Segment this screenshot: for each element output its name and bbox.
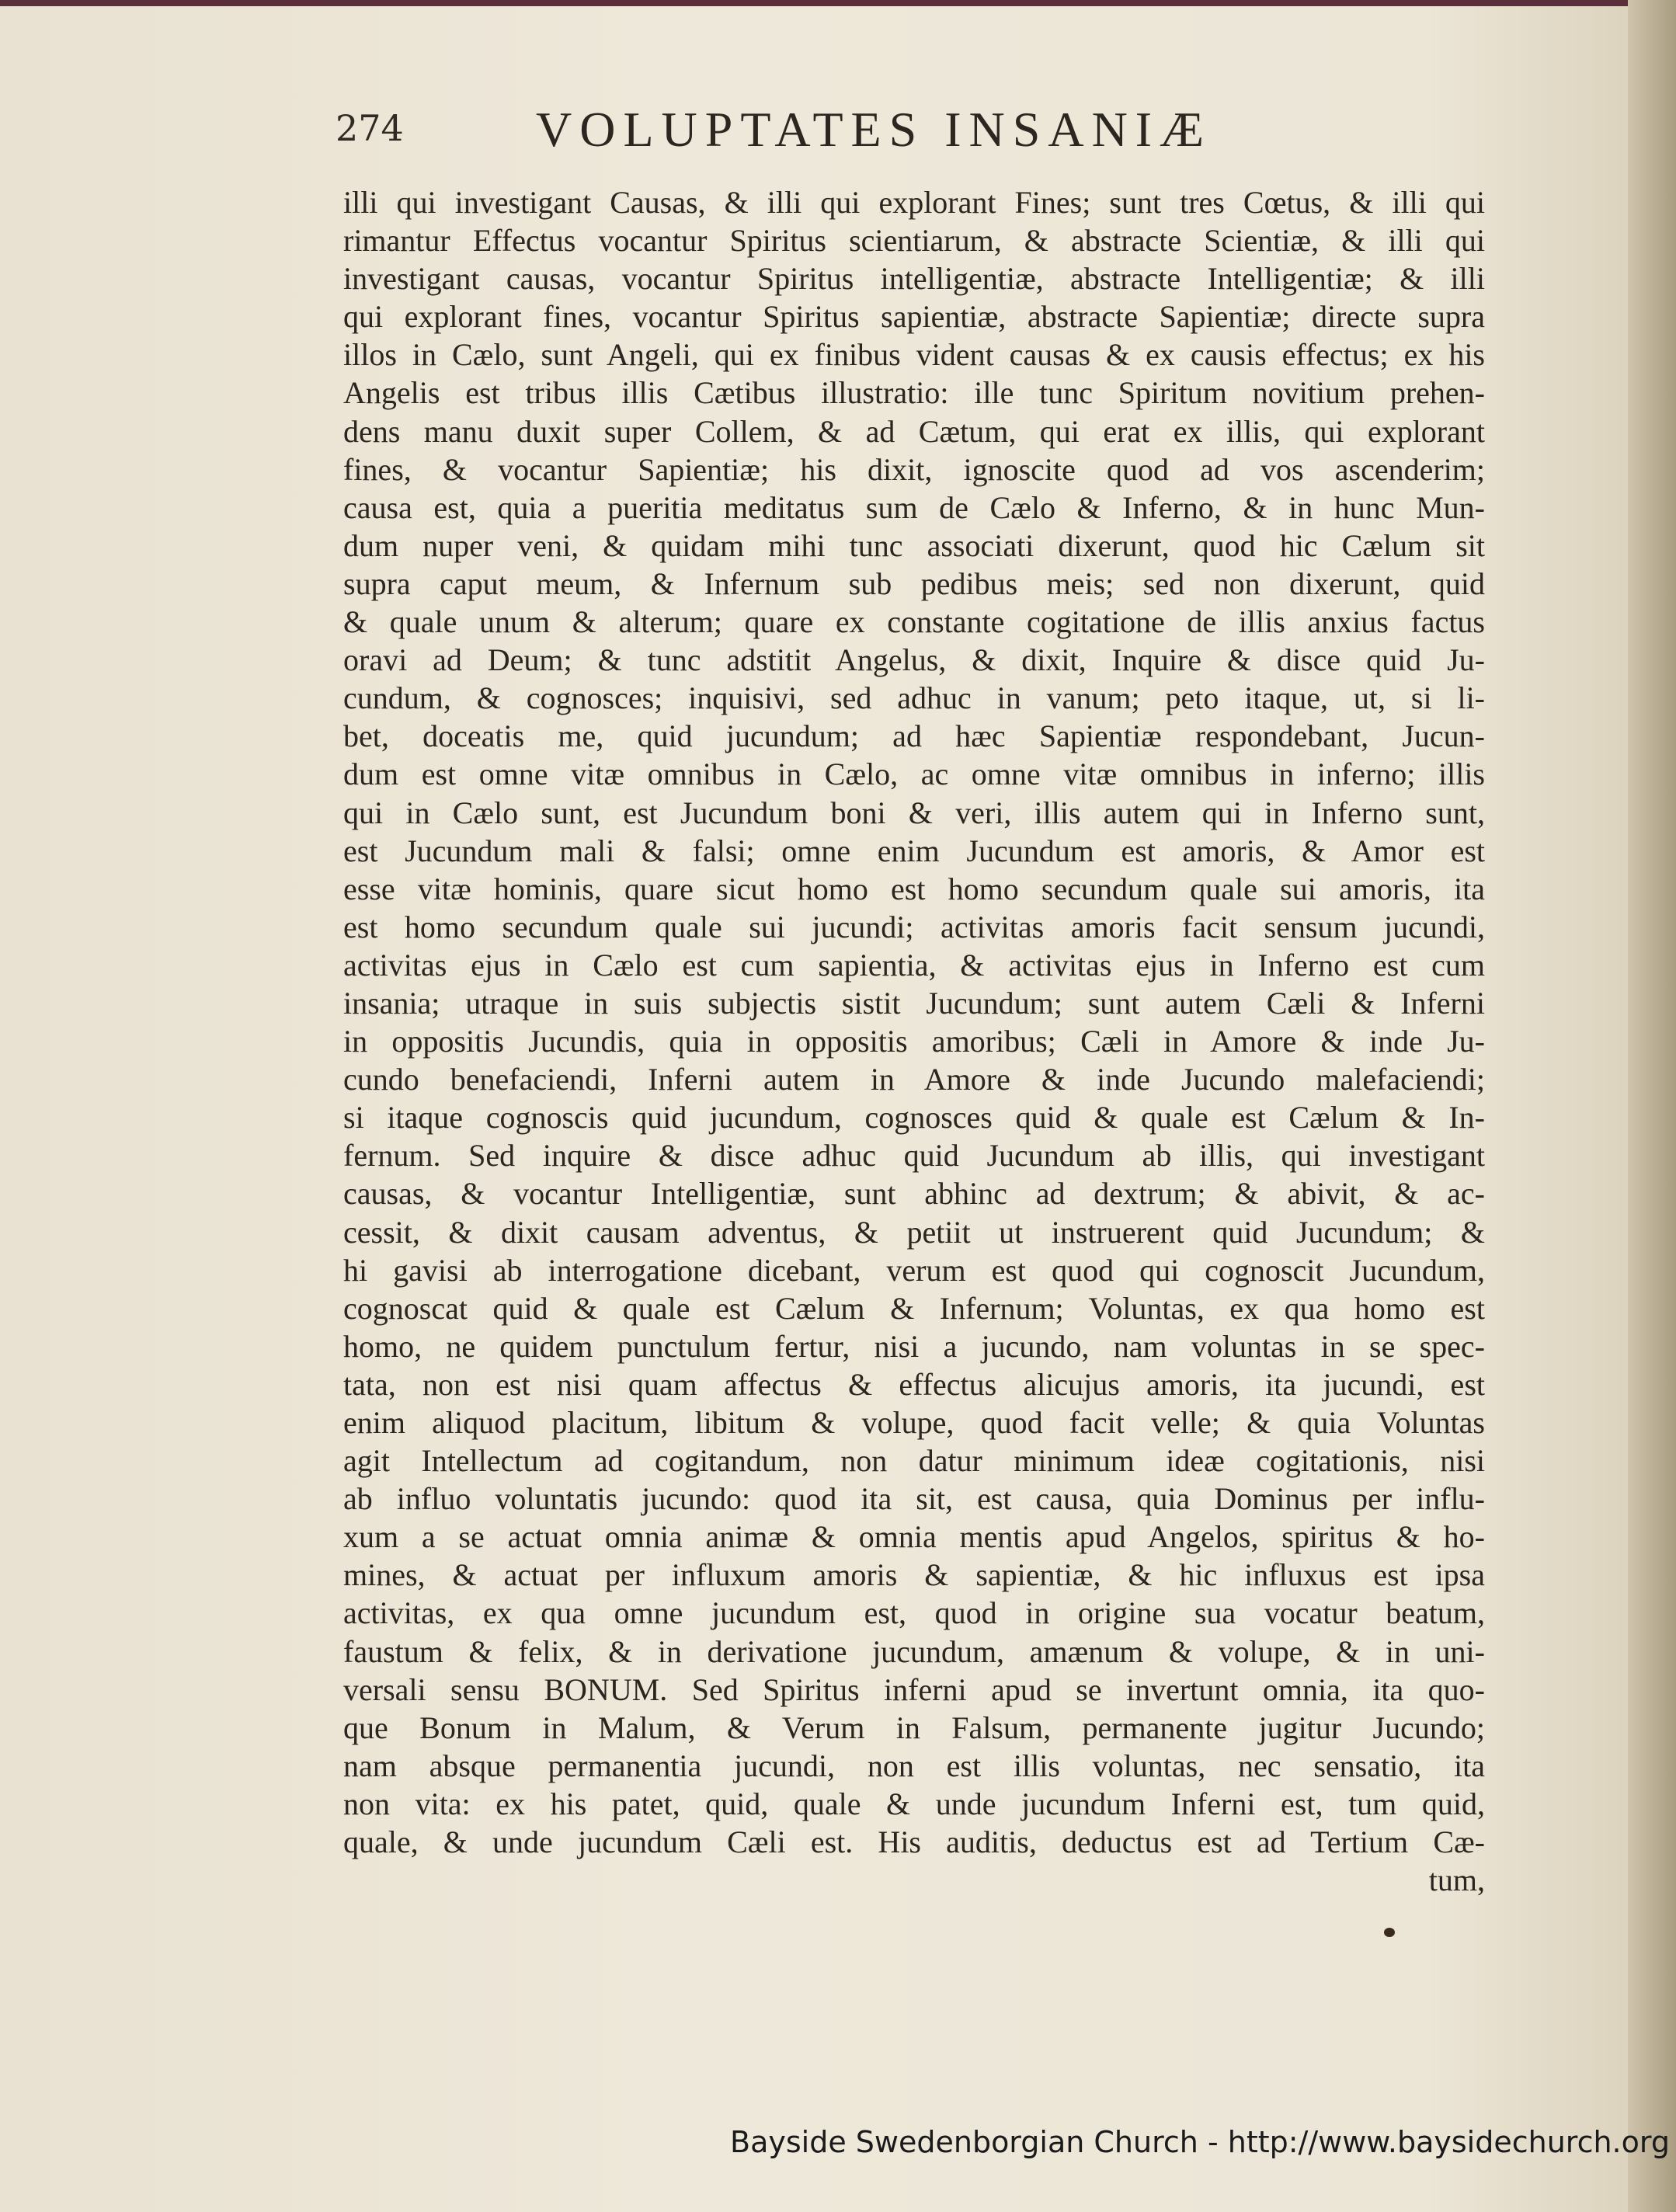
- text-line: bet, doceatis me, quid jucundum; ad hæc Sapientiæ respondebant, Jucun-: [343, 718, 1485, 754]
- text-line: activitas ejus in Cælo est cum sapientia, & activitas ejus in Inferno est cum: [343, 947, 1485, 983]
- footer-credit: Bayside Swedenborgian Church - http://www.baysidechurch.org: [730, 2125, 1670, 2159]
- running-title: VOLUPTATES INSANIÆ: [536, 102, 1212, 157]
- text-line: mines, & actuat per influxum amoris & sapientiæ, & hic influxus est ipsa: [343, 1557, 1485, 1593]
- text-line: homo, ne quidem punctulum fertur, nisi a jucundo, nam voluntas in se spec-: [343, 1328, 1485, 1364]
- text-line: causas, & vocantur Intelligentiæ, sunt abhinc ad dextrum; & abivit, & ac-: [343, 1176, 1485, 1212]
- text-line: que Bonum in Malum, & Verum in Falsum, permanente jugitur Jucundo;: [343, 1709, 1485, 1745]
- book-gutter-shadow: [1628, 0, 1676, 2212]
- book-top-edge: [0, 0, 1676, 6]
- text-line: ab influo voluntatis jucundo: quod ita sit, est causa, quia Dominus per influ-: [343, 1481, 1485, 1517]
- text-line: xum a se actuat omnia animæ & omnia mentis apud Angelos, spiritus & ho-: [343, 1519, 1485, 1555]
- text-line: agit Intellectum ad cogitandum, non datur minimum ideæ cogitationis, nisi: [343, 1443, 1485, 1479]
- text-line: cundum, & cognosces; inquisivi, sed adhuc in vanum; peto itaque, ut, si li-: [343, 680, 1485, 716]
- text-line: illos in Cælo, sunt Angeli, qui ex finibus vident causas & ex causis effectus; ex his: [343, 337, 1485, 373]
- text-line: illi qui investigant Causas, & illi qui explorant Fines; sunt tres Cœtus, & illi qui: [343, 185, 1485, 220]
- text-line: investigant causas, vocantur Spiritus intelligentiæ, abstracte Intelligentiæ; & illi: [343, 261, 1485, 297]
- text-line: Angelis est tribus illis Cætibus illustratio: ille tunc Spiritum novitium prehen-: [343, 375, 1485, 411]
- text-line: in oppositis Jucundis, quia in oppositis amoribus; Cæli in Amore & inde Ju-: [343, 1024, 1485, 1059]
- text-line: versali sensu BONUM. Sed Spiritus inferni apud se invertunt omnia, ita quo-: [343, 1671, 1485, 1707]
- text-line: qui explorant fines, vocantur Spiritus sapientiæ, abstracte Sapientiæ; directe supra: [343, 299, 1485, 335]
- text-line: cessit, & dixit causam adventus, & petiit ut instruerent quid Jucundum; &: [343, 1214, 1485, 1250]
- text-line: supra caput meum, & Infernum sub pedibus meis; sed non dixerunt, quid: [343, 565, 1485, 601]
- ink-spot: [1384, 1928, 1395, 1937]
- text-line: activitas, ex qua omne jucundum est, quod in origine sua vocatur beatum,: [343, 1595, 1485, 1631]
- text-line: si itaque cognoscis quid jucundum, cognosces quid & quale est Cælum & In-: [343, 1100, 1485, 1136]
- text-line: faustum & felix, & in derivatione jucundum, amænum & volupe, & in uni-: [343, 1633, 1485, 1669]
- text-line: quale, & unde jucundum Cæli est. His auditis, deductus est ad Tertium Cæ-: [343, 1824, 1485, 1860]
- text-line: est homo secundum quale sui jucundi; activitas amoris facit sensum jucundi,: [343, 909, 1485, 944]
- text-line: dum nuper veni, & quidam mihi tunc associati dixerunt, quod hic Cælum sit: [343, 527, 1485, 563]
- text-line: dens manu duxit super Collem, & ad Cætum, qui erat ex illis, qui explorant: [343, 413, 1485, 449]
- text-line: qui in Cælo sunt, est Jucundum boni & veri, illis autem qui in Inferno sunt,: [343, 795, 1485, 830]
- text-line: tata, non est nisi quam affectus & effectus alicujus amoris, ita jucundi, est: [343, 1366, 1485, 1402]
- text-line: nam absque permanentia jucundi, non est illis voluntas, nec sensatio, ita: [343, 1748, 1485, 1783]
- text-line: dum est omne vitæ omnibus in Cælo, ac omne vitæ omnibus in inferno; illis: [343, 756, 1485, 792]
- text-line: non vita: ex his patet, quid, quale & unde jucundum Inferni est, tum quid,: [343, 1786, 1485, 1821]
- text-line: hi gavisi ab interrogatione dicebant, verum est quod qui cognoscit Jucundum,: [343, 1252, 1485, 1288]
- text-line: fernum. Sed inquire & disce adhuc quid Jucundum ab illis, qui investigant: [343, 1138, 1485, 1174]
- catchword: tum,: [1428, 1862, 1485, 1898]
- text-line: est Jucundum mali & falsi; omne enim Jucundum est amoris, & Amor est: [343, 833, 1485, 868]
- text-line: & quale unum & alterum; quare ex constante cogitatione de illis anxius factus: [343, 604, 1485, 640]
- text-line: cognoscat quid & quale est Cælum & Infernum; Voluntas, ex qua homo est: [343, 1290, 1485, 1326]
- text-line: rimantur Effectus vocantur Spiritus scientiarum, & abstracte Scientiæ, & illi qui: [343, 223, 1485, 259]
- text-line: enim aliquod placitum, libitum & volupe, quod facit velle; & quia Voluntas: [343, 1405, 1485, 1440]
- text-line: esse vitæ hominis, quare sicut homo est homo secundum quale sui amoris, ita: [343, 871, 1485, 906]
- text-line: cundo benefaciendi, Inferni autem in Amore & inde Jucundo malefaciendi;: [343, 1062, 1485, 1097]
- page-number: 274: [336, 107, 404, 149]
- body-text: [343, 183, 1485, 1899]
- page-header: [336, 101, 1477, 163]
- text-line: oravi ad Deum; & tunc adstitit Angelus, & dixit, Inquire & disce quid Ju-: [343, 642, 1485, 678]
- text-line: insania; utraque in suis subjectis sistit Jucundum; sunt autem Cæli & Inferni: [343, 985, 1485, 1021]
- text-line: fines, & vocantur Sapientiæ; his dixit, ignoscite quod ad vos ascenderim;: [343, 451, 1485, 487]
- text-line: causa est, quia a pueritia meditatus sum de Cælo & Inferno, & in hunc Mun-: [343, 489, 1485, 525]
